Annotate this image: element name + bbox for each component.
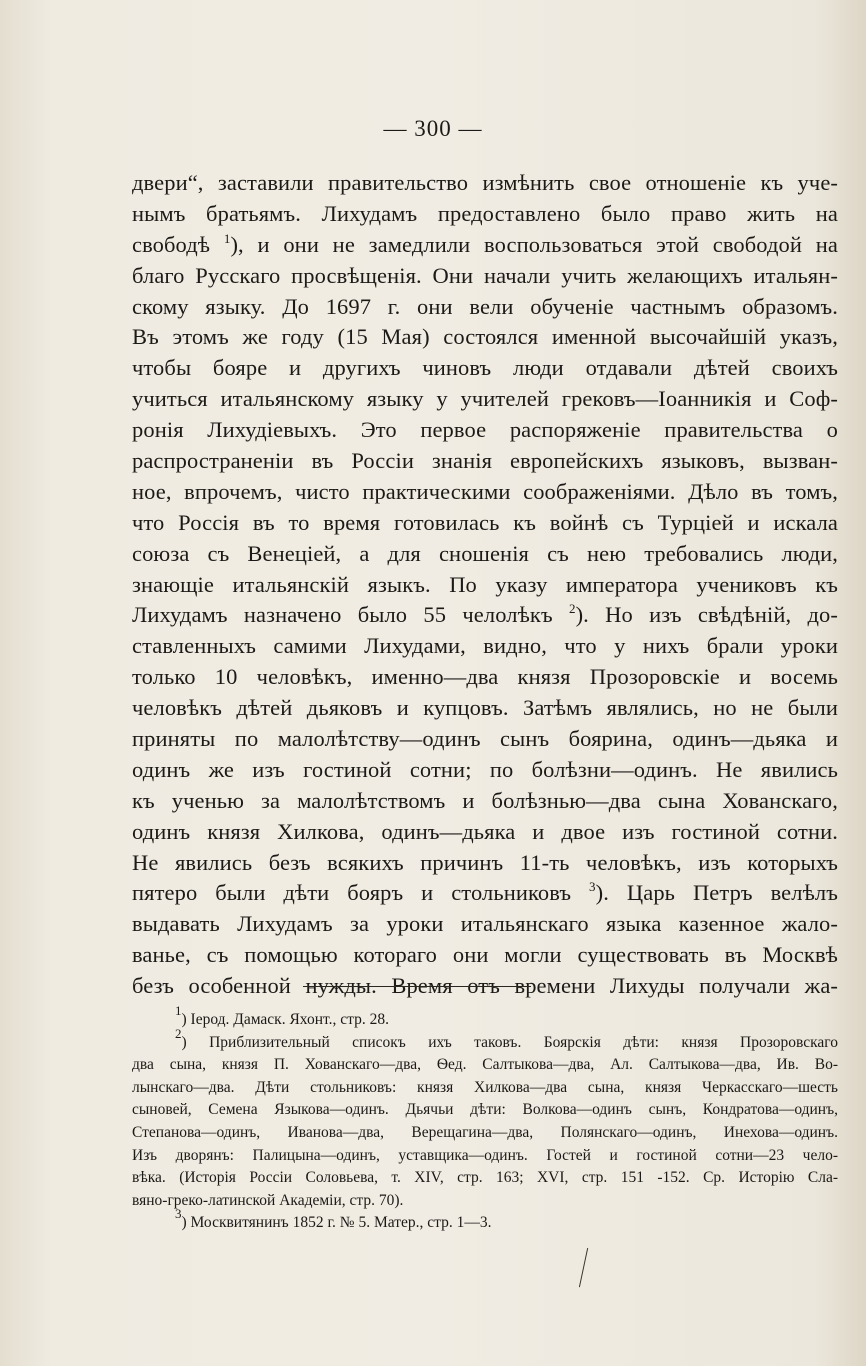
footnote-line: Степанова—одинъ, Иванова—два, Верещагина—два, Полянскаго—одинъ, Инехова—одинъ. (132, 1123, 838, 1141)
text-line: благо Русскаго просвѣщенія. Они начали учить желающихъ итальян- (132, 262, 838, 288)
footnote-marker: 1 (175, 1003, 182, 1018)
text-line: Въ этомъ же году (15 Мая) состоялся именной высочайшій указъ, (132, 324, 838, 350)
text-line: выдавать Лихудамъ за уроки итальянскаго языка казенное жало- (132, 911, 838, 937)
footnote-line: $^2$) Приблизительный списокъ ихъ таковъ. Боярскія дѣти: князя Прозоровскаго (175, 1025, 838, 1051)
text-line: пятеро были дѣти бояръ и стольниковъ $^3$). Царь Петръ велѣлъ (132, 879, 838, 906)
text-line: знающіе итальянскій языкъ. По указу императора учениковъ къ (132, 571, 838, 597)
footnote-separator (303, 986, 531, 987)
text-line: ванье, съ помощью котораго они могли существовать въ Москвѣ (132, 942, 838, 968)
text-line: что Россія въ то время готовилась къ войнѣ съ Турціей и искала (132, 509, 838, 535)
text-line: ное, впрочемъ, чисто практическими соображеніями. Дѣло въ томъ, (132, 478, 838, 504)
text-line: распространеніи въ Россіи знанія европейскихъ языковъ, вызван- (132, 448, 838, 474)
text-line: Не явились безъ всякихъ причинъ 11-ть человѣкъ, изъ которыхъ (132, 849, 838, 875)
footnote-ref: 1 (223, 230, 231, 246)
footnote-line: $^1$) Іерод. Дамаск. Яхонт., стр. 28. (175, 1003, 389, 1028)
text-line: ставленныхъ самими Лихудами, видно, что у нихъ брали уроки (132, 633, 838, 659)
pencil-mark (579, 1248, 592, 1288)
text-line: приняты по малолѣтству—одинъ сынъ боярина, одинъ—дьяка и (132, 726, 838, 752)
footnote-line: вяно-греко-латинской Академіи, стр. 70). (132, 1191, 404, 1209)
text-line: скому языку. До 1697 г. они вели обученіе частнымъ образомъ. (132, 293, 838, 319)
text-line: одинъ же изъ гостиной сотни; по болѣзни—одинъ. Не явились (132, 756, 838, 782)
footnote-line: два сына, князя П. Хованскаго—два, Ѳед. Салтыкова—два, Ал. Салтыкова—два, Ив. Во- (132, 1056, 838, 1074)
text-line: учиться итальянскому языку у учителей грековъ—Іоанникія и Соф- (132, 386, 838, 412)
text-line: къ ученью за малолѣтствомъ и болѣзнью—два сына Хованскаго, (132, 787, 838, 813)
text-line: одинъ князя Хилкова, одинъ—дьяка и двое изъ гостиной сотни. (132, 818, 838, 844)
text-line: Лихудамъ назначено было 55 челолѣкъ $^2$). Но изъ свѣдѣній, до- (132, 601, 838, 628)
footnote-ref: 2 (568, 601, 576, 617)
footnote-line: сыновей, Семена Языкова—одинъ. Дьячьи дѣти: Волкова—одинъ сынъ, Кондратова—одинъ, (132, 1101, 838, 1119)
text-line: только 10 человѣкъ, именно—два князя Прозоровскіе и восемь (132, 664, 838, 690)
text-line: союза съ Венеціей, а для сношенія съ нею требовались люди, (132, 540, 838, 566)
text-line: нымъ братьямъ. Лихудамъ предоставлено было право жить на (132, 200, 838, 226)
text-line: свободѣ $^1$), и они не замедлили воспользоваться этой свободой на (132, 230, 838, 257)
main-text (132, 168, 838, 1002)
footnote-marker: 3 (175, 1206, 182, 1222)
page-number: — 300 — (383, 116, 483, 141)
footnote-line: лынскаго—два. Дѣти стольниковъ: князя Хилкова—два сына, князя Черкасскаго—шесть (132, 1078, 838, 1096)
text-line: двери“, заставили правительство измѣнить свое отношеніе къ уче- (132, 170, 838, 195)
footnote-line: вѣка. (Исторія Россіи Соловьева, т. XIV, стр. 163; XVI, стр. 151 -152. Ср. Исторію Сла- (132, 1169, 838, 1187)
footnote-marker: 2 (175, 1025, 182, 1041)
text-line: человѣкъ дѣтей дьяковъ и купцовъ. Затѣмъ являлись, но не были (132, 695, 838, 721)
text-line: чтобы бояре и другихъ чиновъ люди отдавали дѣтей своихъ (132, 355, 838, 381)
footnotes (132, 1003, 838, 1235)
footnote-line: Изъ дворянъ: Палицына—одинъ, уставщика—одинъ. Гостей и гостиной сотни—23 чело- (132, 1146, 838, 1164)
text-line: безъ особенной нужды. Время отъ времени Лихуды получали жа- (132, 973, 838, 999)
footnote-line: $^3$) Москвитянинъ 1852 г. № 5. Матер., стр. 1—3. (175, 1206, 492, 1232)
text-line: ронія Лихудіевыхъ. Это первое распоряженіе правительства о (132, 417, 838, 443)
footnote-ref: 3 (589, 879, 596, 895)
